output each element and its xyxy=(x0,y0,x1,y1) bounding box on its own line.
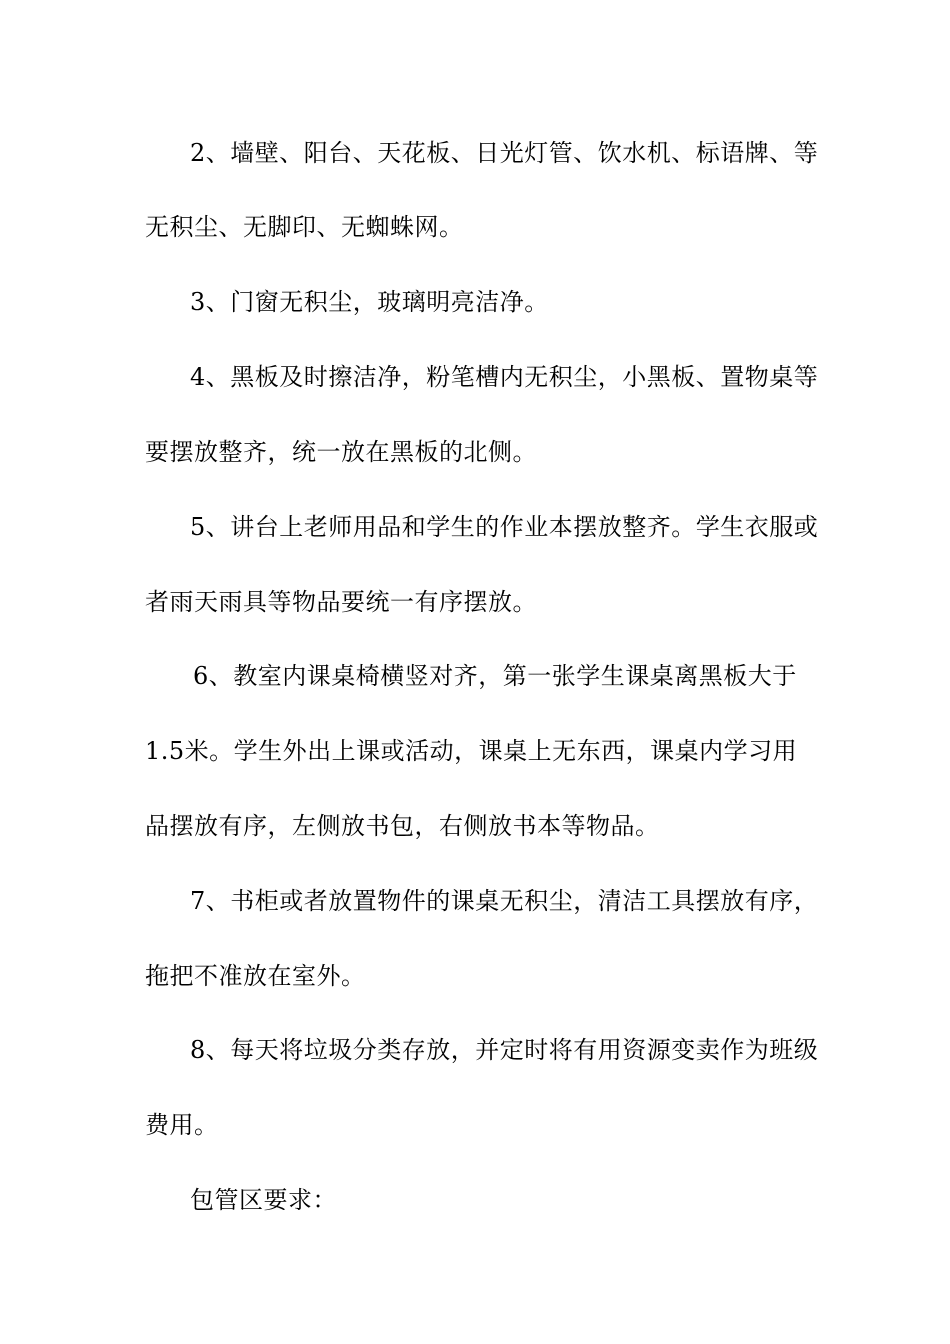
paragraph-6-line-3: 品摆放有序，左侧放书包，右侧放书本等物品。 xyxy=(145,812,660,840)
paragraph-3-line-1: 3、门窗无积尘，玻璃明亮洁净。 xyxy=(190,288,549,316)
paragraph-2-line-2: 无积尘、无脚印、无蜘蛛网。 xyxy=(145,213,464,241)
paragraph-5-line-2: 者雨天雨具等物品要统一有序摆放。 xyxy=(145,588,537,616)
paragraph-8-line-1: 8、每天将垃圾分类存放，并定时将有用资源变卖作为班级 xyxy=(190,1036,819,1064)
section-heading-baoguanqu: 包管区要求： xyxy=(190,1186,337,1214)
paragraph-4-line-1: 4、黑板及时擦洁净，粉笔槽内无积尘，小黑板、置物桌等 xyxy=(190,363,819,391)
paragraph-2-line-1: 2、墙壁、阳台、天花板、日光灯管、饮水机、标语牌、等 xyxy=(190,139,819,167)
paragraph-8-line-2: 费用。 xyxy=(145,1111,219,1139)
paragraph-5-line-1: 5、讲台上老师用品和学生的作业本摆放整齐。学生衣服或 xyxy=(190,513,819,541)
paragraph-7-line-2: 拖把不准放在室外。 xyxy=(145,962,366,990)
paragraph-4-line-2: 要摆放整齐，统一放在黑板的北侧。 xyxy=(145,438,537,466)
paragraph-6-line-1: 6、教室内课桌椅横竖对齐，第一张学生课桌离黑板大于 xyxy=(193,662,797,690)
paragraph-6-line-2: 1.5米。学生外出上课或活动，课桌上无东西，课桌内学习用 xyxy=(145,737,798,765)
paragraph-7-line-1: 7、书柜或者放置物件的课桌无积尘，清洁工具摆放有序， xyxy=(190,887,819,915)
